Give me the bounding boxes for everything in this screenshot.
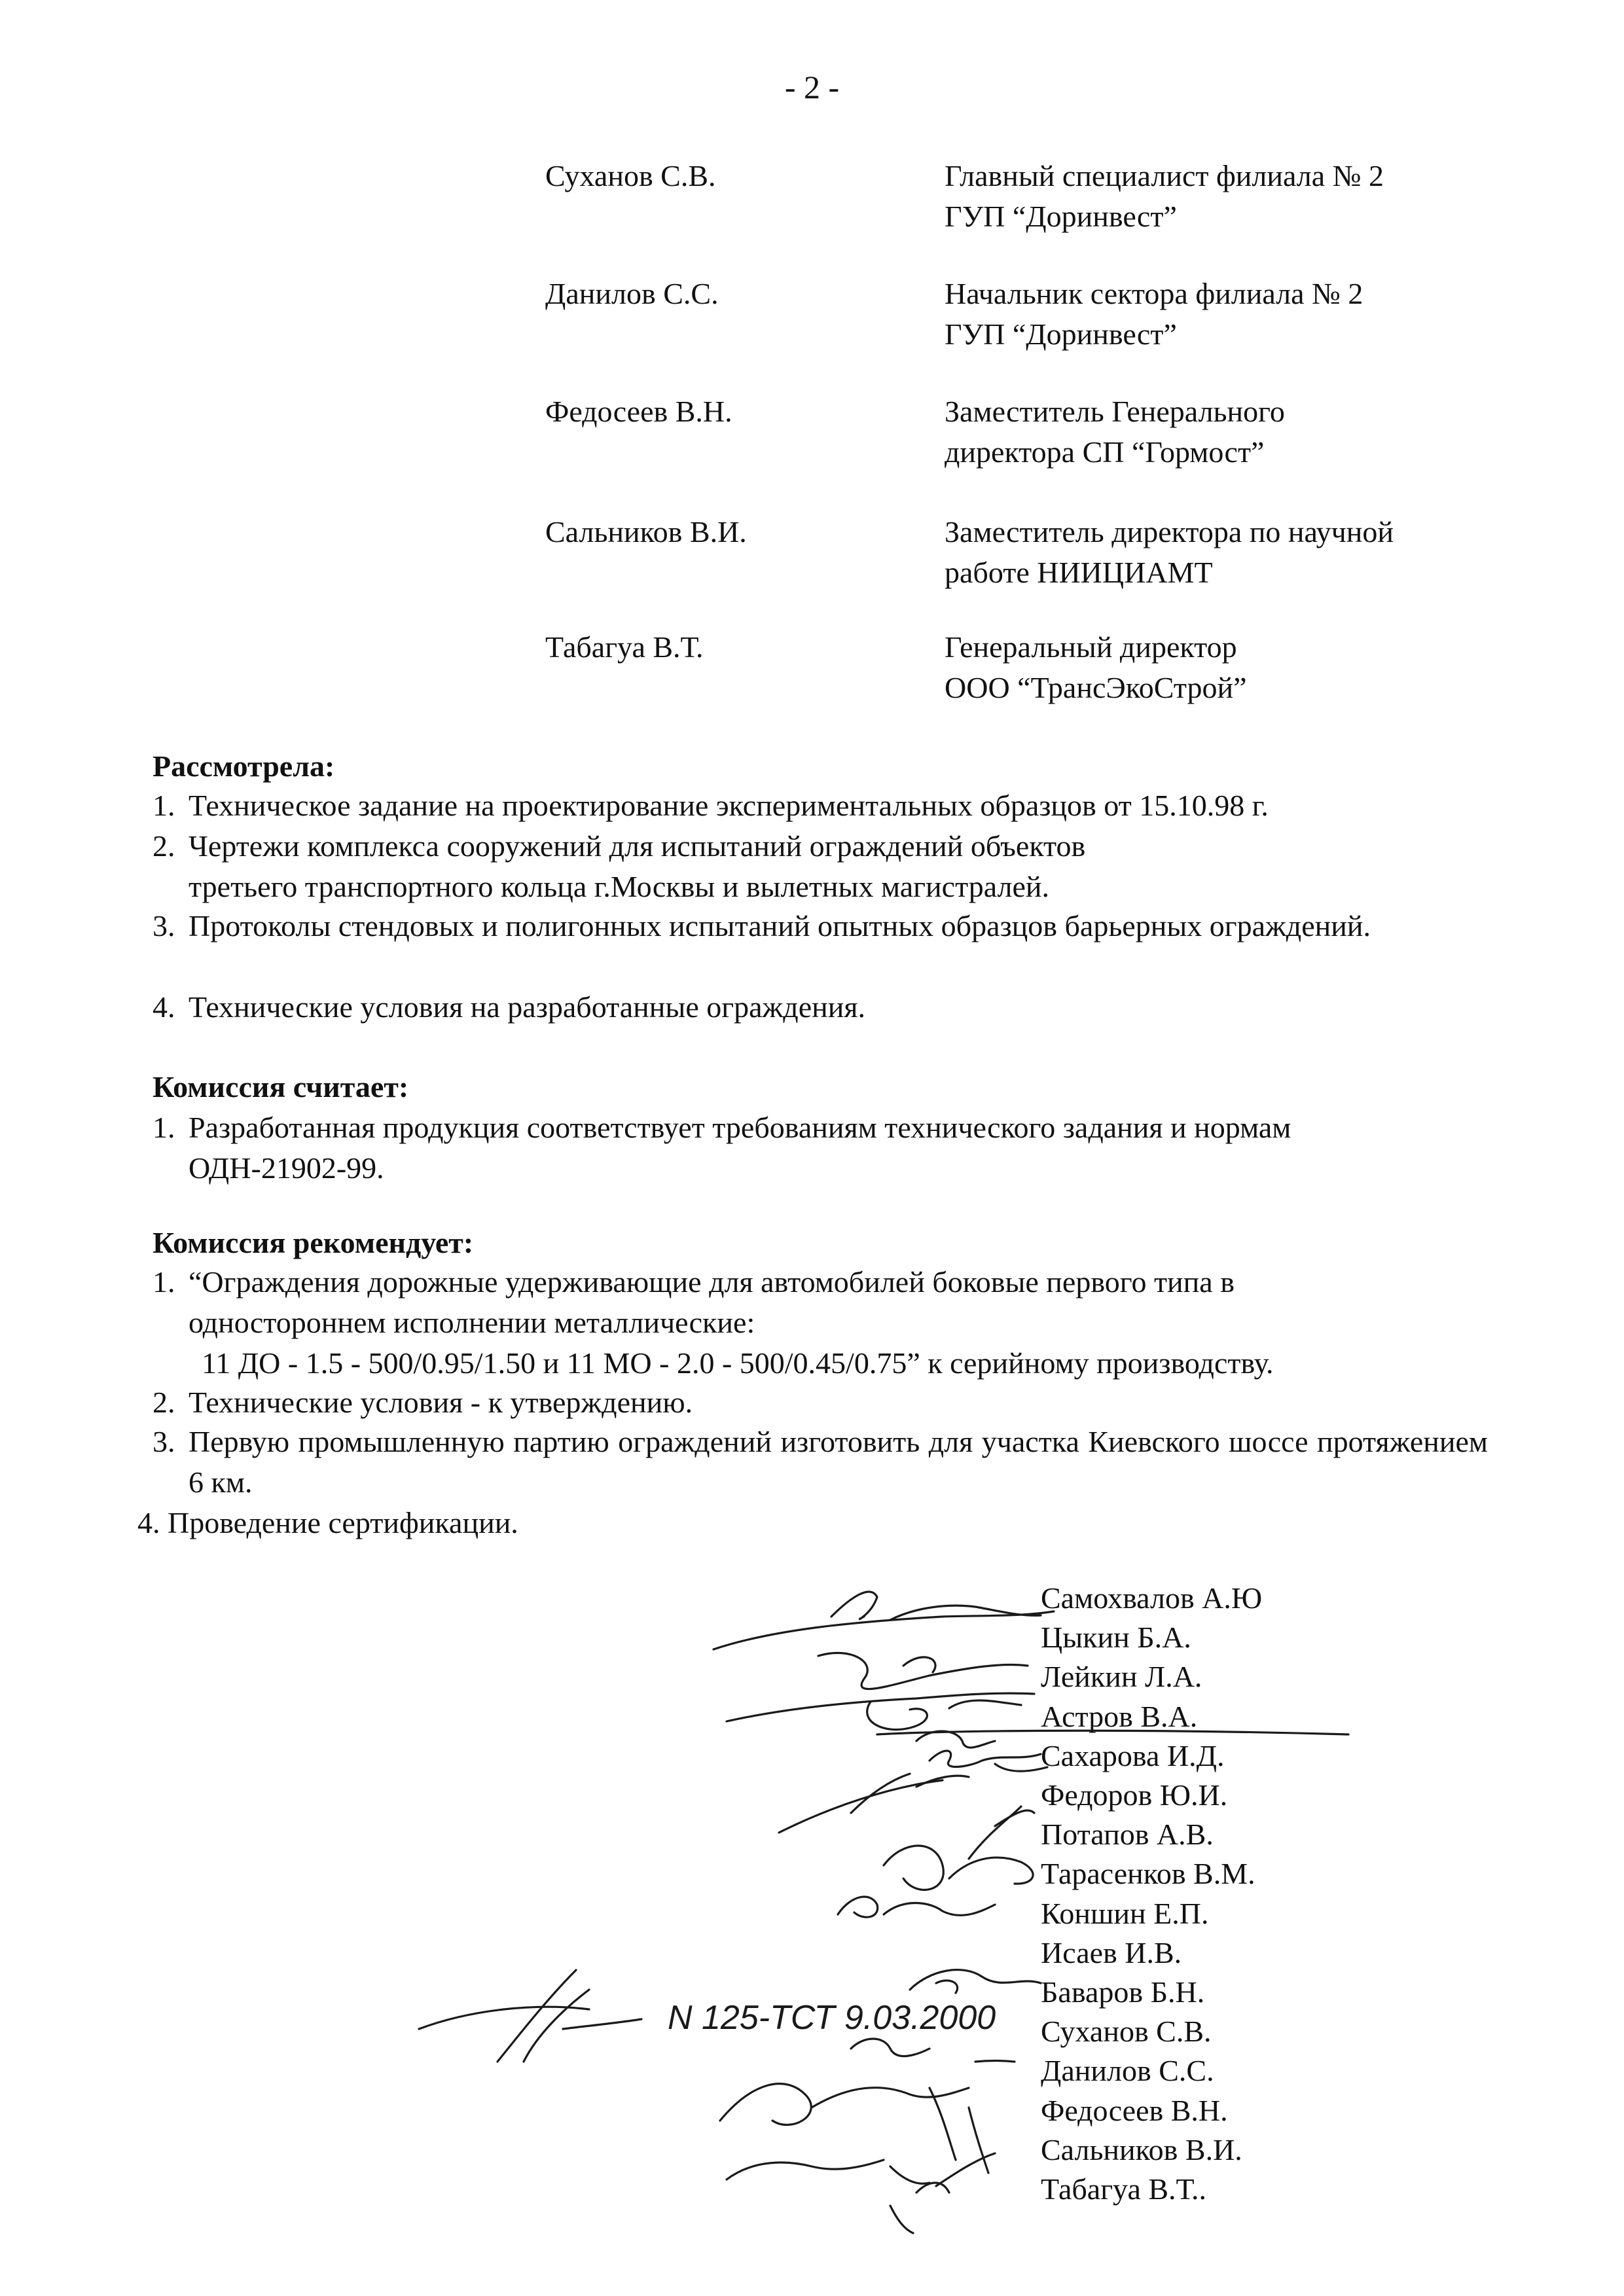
- signer-name: Исаев И.В.: [1041, 1935, 1182, 1969]
- signature-leykin: [727, 1693, 1034, 1730]
- signature-salnikov: [727, 2153, 995, 2186]
- list-item: 1. Разработанная продукция соответствует требованиям технического задания и нормам ОДН-21902-99.: [153, 1111, 1291, 1185]
- signer-name: Астров В.А.: [1041, 1699, 1198, 1733]
- member-role: Главный специалист филиала № 2 ГУП “Доринвест”: [945, 159, 1384, 234]
- member-role: Заместитель директора по научной работе НИИЦИАМТ: [945, 515, 1394, 590]
- list-item: 2. Чертежи комплекса сооружений для испытаний ограждений объектов третьего транспортного кольца г.Москвы и вылетных магистралей.: [153, 829, 1086, 904]
- list-item: 1. “Ограждения дорожные удерживающие для автомобилей боковые первого типа в одностороннем исполнении металлические: 11 ДО - 1.5 - 500/0.95/1.50 и 11 МО - 2.0 - 500/0.45/0.75” к серийному производству.: [153, 1265, 1274, 1380]
- signer-name: Баваров Б.Н.: [1041, 1975, 1205, 2009]
- signature-samokhvalov: [713, 1592, 1054, 1649]
- signer-name: Коншин Е.П.: [1041, 1896, 1209, 1930]
- considers-heading: Комиссия считает:: [153, 1070, 409, 1103]
- member-role: Начальник сектора филиала № 2 ГУП “Доринвест”: [945, 277, 1363, 351]
- signature-tabagua: [890, 2183, 949, 2233]
- list-item: 3. Протоколы стендовых и полигонных испытаний опытных образцов барьерных ограждений.: [153, 909, 1371, 942]
- list-item: 3. Первую промышленную партию ограждений изготовить для участка Киевского шоссе протяжением 6 км.: [153, 1425, 1488, 1499]
- member-role: Генеральный директор ООО “ТрансЭкоСтрой”: [945, 630, 1247, 705]
- signer-name: Самохвалов А.Ю: [1041, 1581, 1263, 1615]
- signers-list: [1041, 1579, 1262, 2209]
- signature-tarasenkov: [884, 1846, 1033, 1890]
- signature-sakharova: [929, 1751, 1047, 1771]
- signer-name: Сальников В.И.: [1041, 2132, 1242, 2166]
- handwritten-note: N 125-ТСТ 9.03.2000: [668, 1999, 996, 2037]
- member-name: Данилов С.С.: [545, 277, 719, 310]
- reviewed-heading: Рассмотрела:: [153, 749, 335, 783]
- signer-name: Сахарова И.Д.: [1041, 1738, 1225, 1772]
- signature-danilov: [851, 2039, 1015, 2062]
- signer-name: Цыкин Б.А.: [1041, 1621, 1191, 1655]
- signer-name: Данилов С.С.: [1041, 2054, 1214, 2088]
- signature-tsykin: [818, 1653, 1028, 1689]
- signature-konshin: [838, 1897, 995, 1917]
- list-item: 4. Проведение сертификации.: [137, 1506, 518, 1539]
- signer-name: Федоров Ю.И.: [1041, 1778, 1228, 1812]
- recommends-heading: Комиссия рекомендует:: [153, 1226, 474, 1259]
- signature-fedoseev: [720, 2084, 988, 2173]
- signer-name: Федосеев В.Н.: [1041, 2093, 1228, 2127]
- signer-name: Лейкин Л.А.: [1041, 1660, 1202, 1694]
- page-number: - 2 -: [784, 69, 840, 105]
- signature-bavarov: [910, 1970, 1041, 1993]
- signer-name: Потапов А.В.: [1041, 1818, 1214, 1852]
- member-name: Суханов С.В.: [545, 159, 716, 192]
- member-name: Табагуа В.Т.: [545, 630, 704, 664]
- list-item: 4. Технические условия на разработанные ограждения.: [153, 990, 866, 1024]
- signature-potapov: [969, 1806, 1034, 1859]
- signature-fedorov: [779, 1774, 969, 1833]
- member-role: Заместитель Генерального директора СП “Гормост”: [945, 395, 1285, 469]
- signature-long: [419, 1970, 641, 2062]
- member-name: Федосеев В.Н.: [545, 395, 732, 428]
- signer-name: Тарасенков В.М.: [1041, 1857, 1255, 1891]
- signer-name: Табагуа В.Т..: [1041, 2172, 1207, 2206]
- list-item: 1. Техническое задание на проектирование экспериментальных образцов от 15.10.98 г.: [153, 789, 1269, 822]
- member-name: Сальников В.И.: [545, 515, 747, 548]
- list-item: 2. Технические условия - к утверждению.: [153, 1386, 693, 1419]
- signer-name: Суханов С.В.: [1041, 2015, 1212, 2049]
